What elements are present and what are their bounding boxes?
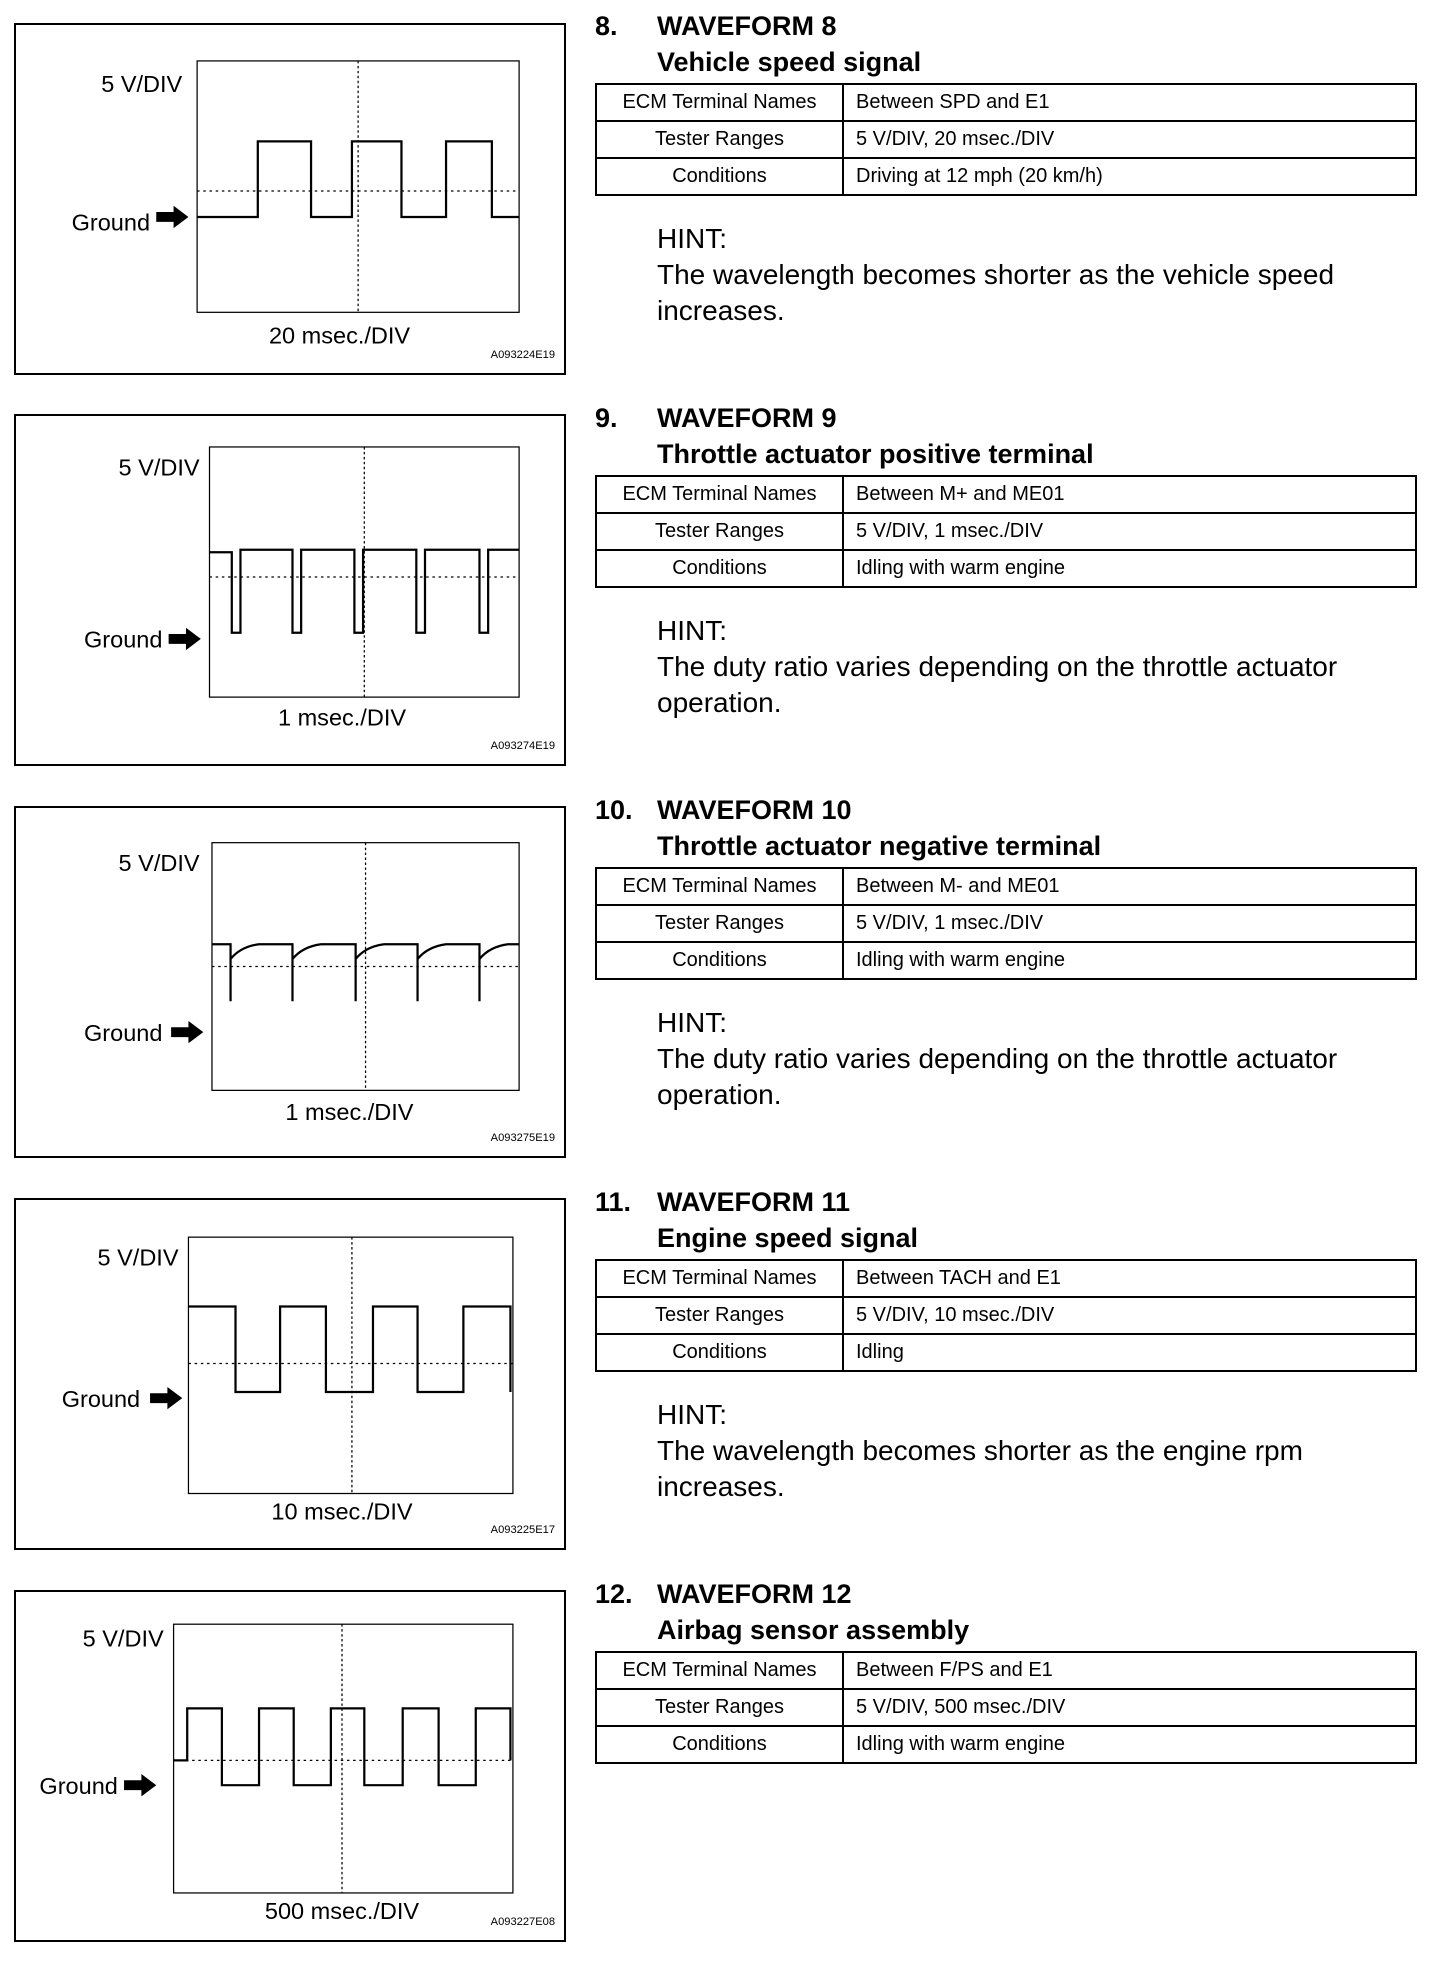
table-row — [596, 121, 1416, 158]
hint-label: HINT: — [657, 1399, 727, 1430]
table-row — [596, 868, 1416, 905]
row-label: Tester Ranges — [596, 513, 843, 550]
hint — [657, 613, 1417, 721]
figure-code: A093274E19 — [490, 740, 556, 753]
volts-per-div-label: 5 V/DIV — [82, 1625, 164, 1652]
table-row — [596, 1726, 1416, 1763]
waveform-8-plot — [16, 25, 564, 373]
ground-label: Ground — [39, 1772, 118, 1799]
figure-code: A093225E17 — [490, 1524, 556, 1537]
table-row — [596, 942, 1416, 979]
spec-table — [595, 867, 1417, 980]
table-row — [596, 905, 1416, 942]
row-value: 5 V/DIV, 1 msec./DIV — [843, 905, 1416, 942]
section-subtitle: Airbag sensor assembly — [657, 1615, 970, 1645]
row-value: 5 V/DIV, 1 msec./DIV — [843, 513, 1416, 550]
row-label: Conditions — [596, 1334, 843, 1371]
waveform-12-figure — [14, 1590, 566, 1942]
time-per-div-label: 500 msec./DIV — [264, 1897, 420, 1924]
table-row — [596, 550, 1416, 587]
spec-table — [595, 83, 1417, 196]
ground-arrow-icon — [150, 1387, 182, 1409]
row-label: Conditions — [596, 158, 843, 195]
row-label: Tester Ranges — [596, 121, 843, 158]
row-value: Between M+ and ME01 — [843, 476, 1416, 513]
table-row — [596, 1297, 1416, 1334]
section-subtitle: Engine speed signal — [657, 1223, 919, 1253]
ground-label: Ground — [84, 1019, 163, 1046]
row-value: Idling with warm engine — [843, 550, 1416, 587]
ground-arrow-icon — [156, 206, 188, 228]
hint — [657, 1005, 1417, 1113]
section-title: WAVEFORM 9 — [657, 403, 837, 433]
table-row — [596, 158, 1416, 195]
section-number: 12. — [595, 1579, 633, 1609]
ground-arrow-icon — [171, 1021, 203, 1043]
table-row — [596, 1334, 1416, 1371]
row-value: Idling — [843, 1334, 1416, 1371]
section-title: WAVEFORM 11 — [657, 1187, 851, 1217]
table-row — [596, 1260, 1416, 1297]
figure-code: A093275E19 — [490, 1132, 556, 1145]
hint-text: The wavelength becomes shorter as the engine rpm increases. — [657, 1435, 1303, 1502]
waveform-11-figure — [14, 1198, 566, 1550]
section-subtitle: Throttle actuator negative terminal — [657, 831, 1102, 861]
row-value: Between F/PS and E1 — [843, 1652, 1416, 1689]
row-label: ECM Terminal Names — [596, 868, 843, 905]
waveform-11-plot — [16, 1200, 564, 1548]
waveform-12-plot — [16, 1592, 564, 1940]
row-label: ECM Terminal Names — [596, 1260, 843, 1297]
hint-text: The wavelength becomes shorter as the vehicle speed increases. — [657, 259, 1335, 326]
row-label: ECM Terminal Names — [596, 84, 843, 121]
hint-label: HINT: — [657, 223, 727, 254]
ground-label: Ground — [61, 1385, 141, 1412]
row-label: ECM Terminal Names — [596, 1652, 843, 1689]
time-per-div-label: 1 msec./DIV — [277, 704, 407, 731]
table-row — [596, 84, 1416, 121]
hint-text: The duty ratio varies depending on the throttle actuator operation. — [657, 1043, 1338, 1110]
hint-label: HINT: — [657, 615, 727, 646]
ground-arrow-icon — [124, 1774, 156, 1796]
row-label: Tester Ranges — [596, 1689, 843, 1726]
ground-label: Ground — [84, 626, 163, 653]
row-value: Between TACH and E1 — [843, 1260, 1416, 1297]
waveform-10-plot — [16, 808, 564, 1156]
row-value: Between SPD and E1 — [843, 84, 1416, 121]
waveform-8-figure — [14, 23, 566, 375]
volts-per-div-label: 5 V/DIV — [97, 1244, 179, 1271]
row-label: Conditions — [596, 942, 843, 979]
spec-table — [595, 475, 1417, 588]
section-subtitle: Vehicle speed signal — [657, 47, 922, 77]
table-row — [596, 1689, 1416, 1726]
volts-per-div-label: 5 V/DIV — [101, 70, 183, 97]
volts-per-div-label: 5 V/DIV — [118, 454, 200, 481]
ground-arrow-icon — [169, 628, 201, 650]
time-per-div-label: 20 msec./DIV — [268, 322, 411, 349]
hint — [657, 221, 1417, 329]
row-value: Driving at 12 mph (20 km/h) — [843, 158, 1416, 195]
ground-label: Ground — [71, 209, 151, 236]
section-title: WAVEFORM 12 — [657, 1579, 852, 1609]
row-label: ECM Terminal Names — [596, 476, 843, 513]
section-number: 8. — [595, 11, 618, 41]
waveform-10-figure — [14, 806, 566, 1158]
section-title: WAVEFORM 8 — [657, 11, 837, 41]
row-value: Idling with warm engine — [843, 1726, 1416, 1763]
figure-code: A093227E08 — [490, 1916, 556, 1929]
row-value: Between M- and ME01 — [843, 868, 1416, 905]
row-label: Conditions — [596, 550, 843, 587]
section-subtitle: Throttle actuator positive terminal — [657, 439, 1094, 469]
waveform-trace — [188, 1307, 510, 1392]
row-value: 5 V/DIV, 500 msec./DIV — [843, 1689, 1416, 1726]
section-number: 9. — [595, 403, 618, 433]
waveform-9-plot — [16, 416, 564, 764]
hint-label: HINT: — [657, 1007, 727, 1038]
volts-per-div-label: 5 V/DIV — [118, 850, 200, 877]
waveform-9-figure — [14, 414, 566, 766]
spec-table — [595, 1259, 1417, 1372]
table-row — [596, 513, 1416, 550]
section-title: WAVEFORM 10 — [657, 795, 852, 825]
time-per-div-label: 1 msec./DIV — [285, 1099, 414, 1126]
time-per-div-label: 10 msec./DIV — [271, 1498, 413, 1525]
section-number: 11. — [595, 1187, 632, 1217]
figure-code: A093224E19 — [490, 349, 556, 362]
hint — [657, 1397, 1417, 1505]
row-label: Tester Ranges — [596, 1297, 843, 1334]
section-number: 10. — [595, 795, 633, 825]
table-row — [596, 476, 1416, 513]
row-value: 5 V/DIV, 20 msec./DIV — [843, 121, 1416, 158]
spec-table — [595, 1651, 1417, 1764]
row-label: Conditions — [596, 1726, 843, 1763]
row-label: Tester Ranges — [596, 905, 843, 942]
table-row — [596, 1652, 1416, 1689]
row-value: 5 V/DIV, 10 msec./DIV — [843, 1297, 1416, 1334]
hint-text: The duty ratio varies depending on the throttle actuator operation. — [657, 651, 1338, 718]
row-value: Idling with warm engine — [843, 942, 1416, 979]
